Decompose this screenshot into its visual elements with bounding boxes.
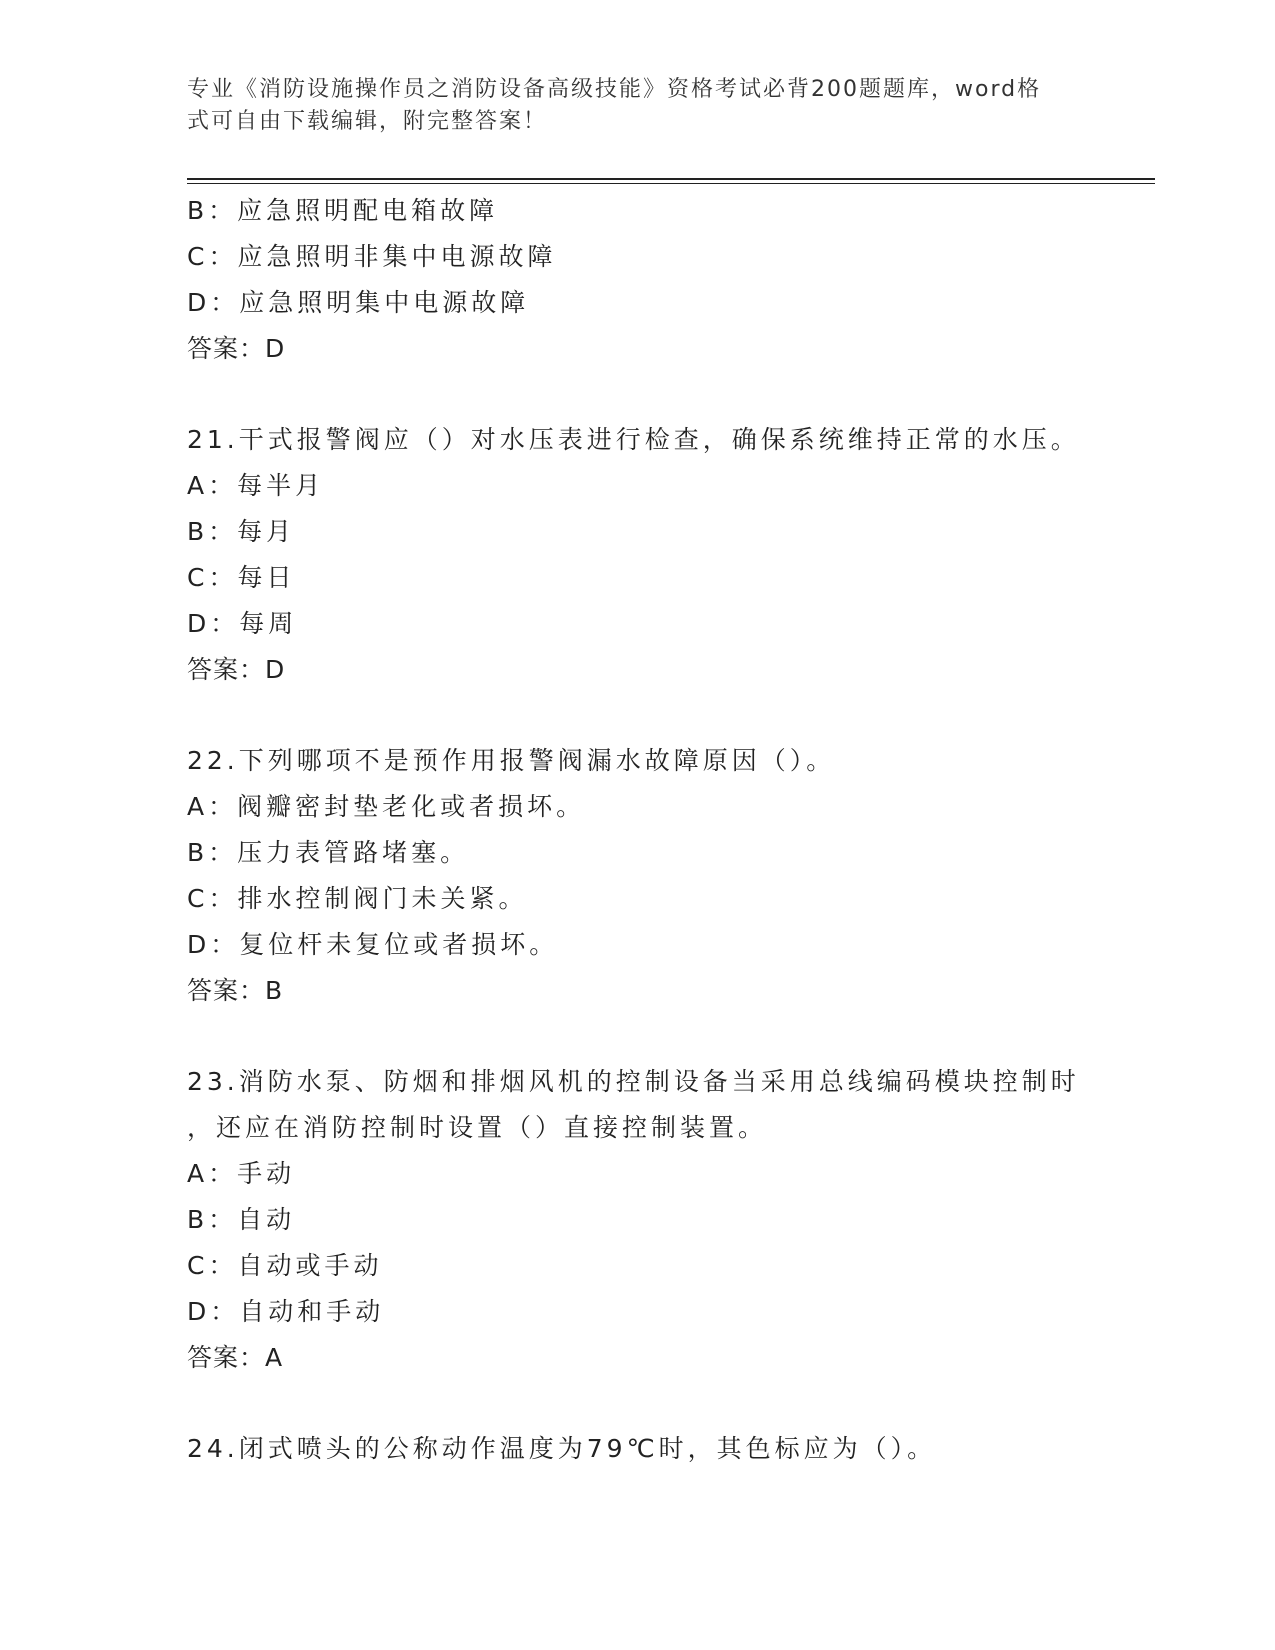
question-stem: 21.干式报警阀应（）对水压表进行检查，确保系统维持正常的水压。: [187, 425, 1080, 454]
option-a: A：手动: [187, 1159, 296, 1188]
option-d: D：应急照明集中电源故障: [187, 288, 530, 317]
option-c: C：自动或手动: [187, 1251, 383, 1280]
answer-line: 答案：B: [187, 976, 284, 1005]
header-line-1: 专业《消防设施操作员之消防设备高级技能》资格考试必背200题题库，word格: [187, 77, 1042, 102]
question-stem: 24.闭式喷头的公称动作温度为79℃时，其色标应为（）。: [187, 1434, 937, 1463]
option-a: A：阀瓣密封垫老化或者损坏。: [187, 792, 586, 821]
question-stem: 22.下列哪项不是预作用报警阀漏水故障原因（）。: [187, 746, 836, 775]
question-stem-line-1: 23.消防水泵、防烟和排烟风机的控制设备当采用总线编码模块控制时: [187, 1067, 1080, 1096]
answer-line: 答案：D: [187, 655, 286, 684]
option-b: B：自动: [187, 1205, 296, 1234]
header-rule-thin: [187, 183, 1155, 184]
option-b: B：应急照明配电箱故障: [187, 196, 499, 225]
question-block-22: [187, 738, 1087, 1014]
question-block-21: [187, 417, 1087, 693]
option-c: C：排水控制阀门未关紧。: [187, 884, 528, 913]
header-line-2: 式可自由下载编辑，附完整答案！: [187, 109, 548, 134]
option-d: D：每周: [187, 609, 298, 638]
option-c: C：每日: [187, 563, 296, 592]
option-c: C：应急照明非集中电源故障: [187, 242, 557, 271]
option-a: A：每半月: [187, 471, 325, 500]
option-d: D：复位杆未复位或者损坏。: [187, 930, 559, 959]
answer-line: 答案：A: [187, 1343, 284, 1372]
question-stem-line-2: ，还应在消防控制时设置（）直接控制装置。: [187, 1113, 768, 1142]
question-list: [187, 188, 1087, 1472]
option-b: B：每月: [187, 517, 296, 546]
document-header: [187, 74, 1087, 138]
header-rule-thick: [187, 178, 1155, 180]
question-block-24: [187, 1426, 1087, 1472]
option-d: D：自动和手动: [187, 1297, 385, 1326]
option-b: B：压力表管路堵塞。: [187, 838, 470, 867]
question-block-23: [187, 1059, 1087, 1381]
answer-line: 答案：D: [187, 334, 286, 363]
question-block-20: [187, 188, 1087, 372]
